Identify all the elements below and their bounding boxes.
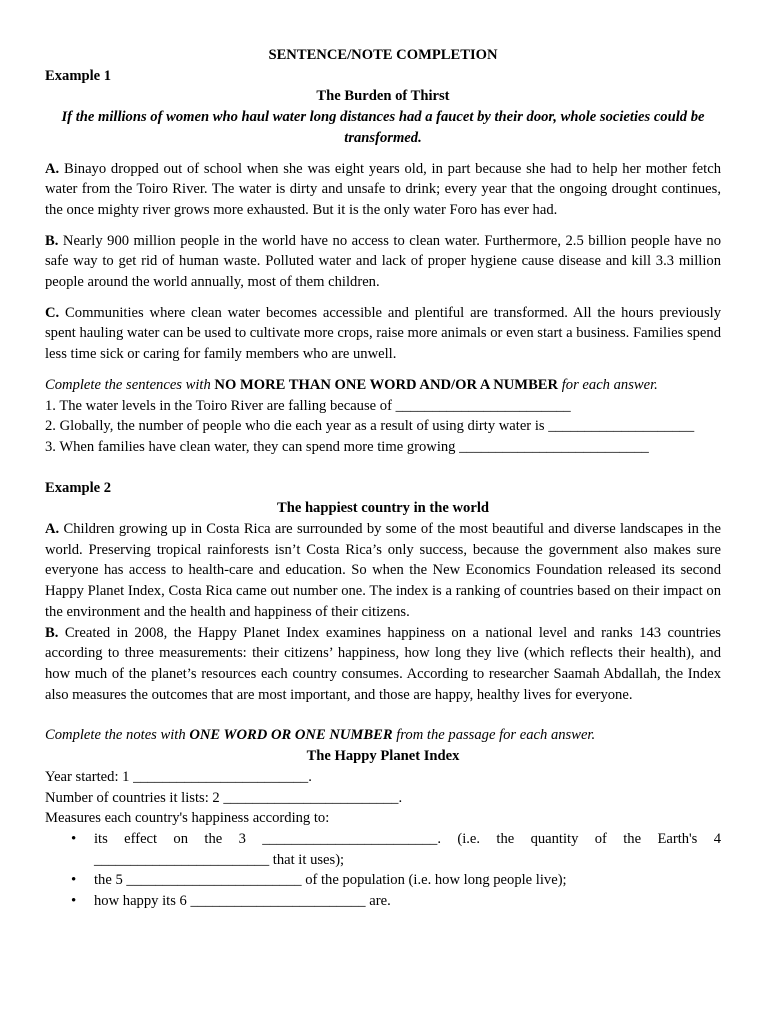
notes-title: The Happy Planet Index: [306, 748, 460, 765]
document-page: [45, 45, 721, 912]
example1-label: Example 1: [45, 67, 112, 84]
example1-paragraph-c: C. Communities where clean water becomes accessible and plentiful are transformed. All the hours previously spent hauling water can be used to cultivate more crops, raise more animals or even start a business. Families spend less time sick or caring for family members who are unwell.: [45, 304, 721, 363]
example1-heading: The Burden of Thirst: [316, 88, 450, 105]
example1-paragraph-b: B. Nearly 900 million people in the world have no access to clean water. Furthermore, 2.5 billion people have no safe way to get rid of human waste. Polluted water and lack of proper hygiene cause disease and kill 3.3 million people around the world annually, most of them children.: [45, 232, 721, 291]
example2-paragraph-a: A. Children growing up in Costa Rica are surrounded by some of the most beautiful and diverse landscapes in the world. Preserving tropical rainforests isn’t Costa Rica’s only success, because the government also makes sure everyone has access to health-care and education. So when the New Economics Foundation released its second Happy Planet Index, Costa Rica came out number one. The index is a ranking of countries based on their impact on the environment and the health and happiness of their citizens.: [45, 521, 721, 620]
example1-paragraph-a: A. Binayo dropped out of school when she was eight years old, in part because she had to help her mother fetch water from the Toiro River. The water is dirty and unsafe to drink; every year that the ongoing drought continues, the once mighty river grows more exhausted. But it is the only water Foro has ever had.: [45, 160, 721, 218]
example1-instruction: Complete the sentences with NO MORE THAN ONE WORD AND/OR A NUMBER for each answer.: [45, 376, 658, 393]
example2-instruction: Complete the notes with ONE WORD OR ONE NUMBER from the passage for each answer.: [45, 727, 596, 744]
question-1: 1. The water levels in the Toiro River are falling because of ________________________: [45, 397, 571, 414]
page-title: SENTENCE/NOTE COMPLETION: [268, 47, 498, 63]
example2-paragraph-b: B. Created in 2008, the Happy Planet Index examines happiness on a national level and ranks 143 countries according to three measurements: their citizens’ happiness, how long they live (which reflects their health), and how much of the planet’s resources each country consumes. According to researcher Saamah Abdallah, the Index also measures the outcomes that are most important, and those are happy, healthy lives for everyone.: [45, 624, 721, 703]
question-3: 3. When families have clean water, they can spend more time growing __________________________: [45, 438, 649, 455]
question-2: 2. Globally, the number of people who die each year as a result of using dirty water is ____________________: [45, 418, 695, 435]
example2-heading: The happiest country in the world: [276, 500, 490, 517]
measure-bullet-1: • its effect on the 3 ________________________. (i.e. the quantity of the Earth's 4 ________________________ that it uses);: [94, 829, 721, 870]
measures-list: [45, 829, 721, 912]
example2-label: Example 2: [45, 479, 112, 496]
note-countries: Number of countries it lists: 2 ________________________.: [45, 789, 403, 806]
note-measures: Measures each country's happiness according to:: [45, 810, 330, 827]
note-year: Year started: 1 ________________________.: [45, 768, 312, 785]
measure-bullet-2: • the 5 ________________________ of the population (i.e. how long people live);: [94, 870, 721, 891]
example1-subheading: If the millions of women who haul water long distances had a faucet by their door, whole societies could be transformed.: [61, 109, 705, 146]
measure-bullet-3: • how happy its 6 ________________________ are.: [94, 891, 721, 912]
